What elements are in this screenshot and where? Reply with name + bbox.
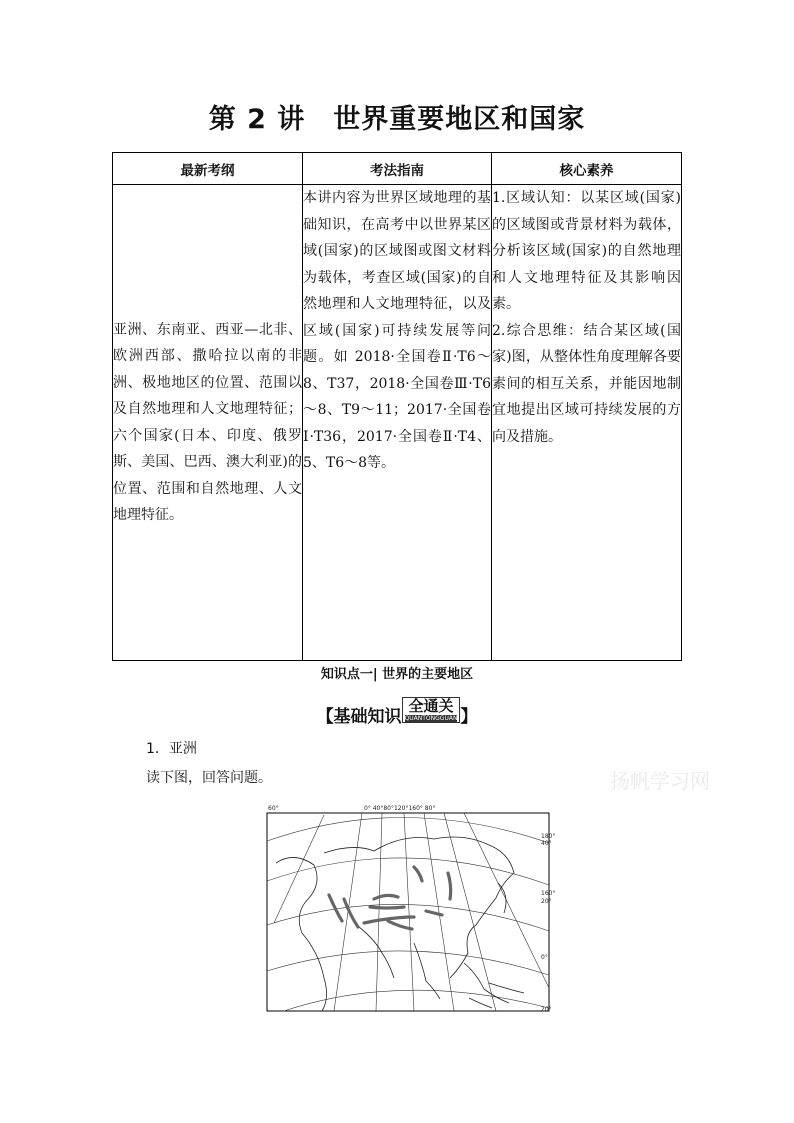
exam-guide-cell (303, 185, 492, 661)
instruction-text: 读下图，回答问题。 (146, 770, 272, 786)
core-literacy-point-2: 2.综合思维：结合某区域(国家)图，从整体性角度理解各要素间的相互关系，并能因地制宜地提出区域可持续发展的方向及措施。 (492, 322, 681, 445)
table-row (113, 185, 682, 661)
banner-badge-sub: QUANTONGGUAN (404, 715, 458, 722)
banner-badge (402, 697, 461, 723)
banner-right: 】 (460, 707, 478, 727)
banner-left: 【基础知识 (316, 707, 402, 727)
map-frame (267, 813, 549, 1011)
exam-guide-text: 本讲内容为世界区域地理的基础知识，在高考中以世界某区域(国家)的区域图或图文材料为载体，考查区域(国家)的自然地理和人文地理特征，以及区域(国家)可持续发展等问题。如 2018·全国卷Ⅱ·T6～8、T37，2018·全国卷Ⅲ·T6～8、T9～11；2017·全国卷Ⅰ·T36，2017·全国卷Ⅱ·T4、5、T6～8等。 (303, 190, 491, 471)
section-heading: 知识点一| 世界的主要地区 (320, 667, 474, 682)
item-asia: 1．亚洲 (146, 741, 197, 757)
header-syllabus: 最新考纲 (113, 153, 303, 185)
header-core-literacy: 核心素养 (492, 153, 682, 185)
map-label-160: 160° (541, 890, 556, 897)
table-header-row (113, 153, 682, 185)
page-title: 第 2 讲 世界重要地区和国家 (208, 104, 586, 135)
banner-badge-text: 全通关 (408, 697, 454, 715)
header-exam-guide: 考法指南 (303, 153, 492, 185)
map-label-180: 180° (541, 833, 556, 840)
map-label-20s: 20° (541, 1006, 552, 1013)
syllabus-table (112, 152, 682, 661)
watermark: 扬帆学习网 (610, 769, 710, 793)
map-label-40: 40° (541, 840, 552, 847)
syllabus-text: 亚洲、东南亚、西亚—北非、欧洲西部、撒哈拉以南的非洲、极地地区的位置、范围以及自然地理和人文地理特征；六个国家(日本、印度、俄罗斯、美国、巴西、澳大利亚)的位置、范围和自然地理、人文地理特征。 (113, 321, 302, 523)
core-literacy-point-1: 1.区域认知：以某区域(国家)的区域图或背景材料为载体，分析该区域(国家)的自然地理和人文地理特征及其影响因素。 (492, 190, 681, 312)
map-label-0: 0° (541, 954, 548, 961)
basic-knowledge-banner (0, 697, 794, 727)
syllabus-cell (113, 185, 303, 661)
map-label-top: 0° 40°80°120°160° 80° (364, 805, 436, 812)
asia-map (264, 803, 564, 1015)
core-literacy-cell (492, 185, 682, 661)
map-label-20n: 20° (541, 898, 552, 905)
map-label-top-left: 60° (268, 805, 279, 812)
